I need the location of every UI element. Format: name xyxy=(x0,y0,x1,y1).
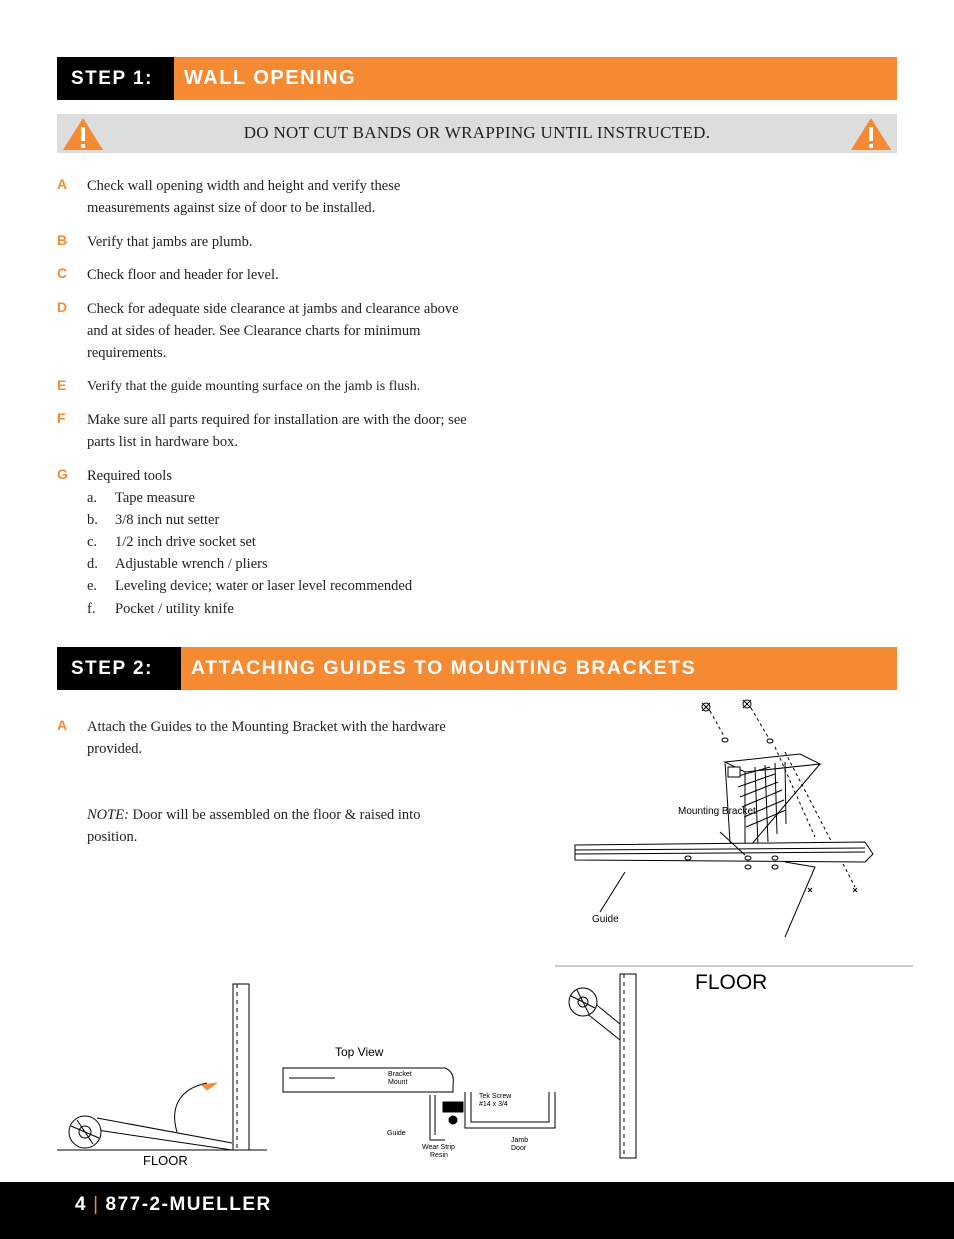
tool-letter: e. xyxy=(87,578,98,594)
footer-phone: 877-2-MUELLER xyxy=(105,1194,272,1215)
tool-text: Leveling device; water or laser level recommended xyxy=(115,578,413,594)
step1-item-b xyxy=(57,231,477,253)
page-number: 4 xyxy=(75,1194,88,1215)
item-letter: F xyxy=(57,410,66,426)
tool-item xyxy=(87,531,256,553)
footer-separator: | xyxy=(93,1194,100,1215)
guide-label: Guide xyxy=(592,914,619,925)
step2-note xyxy=(87,804,457,848)
bracket-mount-label-2: Mount xyxy=(388,1079,408,1086)
note-text: Door will be assembled on the floor & raised into position. xyxy=(87,807,421,845)
tool-letter: f. xyxy=(87,601,96,617)
step2-item-a xyxy=(57,716,457,760)
item-text: Check wall opening width and height and verify these measurements against size of door to be installed. xyxy=(87,178,401,216)
item-letter: A xyxy=(57,176,68,192)
tek-screw-label-2: #14 x 3/4 xyxy=(479,1101,508,1108)
tool-item xyxy=(87,509,219,531)
item-text: Check for adequate side clearance at jambs and clearance above and at sides of header. See Clearance charts for minimum requirements. xyxy=(87,301,459,361)
warning-right-icon xyxy=(849,116,893,152)
bracket-guide-diagram xyxy=(570,692,890,942)
screw-icon xyxy=(702,703,728,742)
tool-letter: c. xyxy=(87,534,98,550)
floor-right-label: FLOOR xyxy=(695,971,768,994)
raised-door-diagram xyxy=(555,962,915,1162)
note-label: NOTE: xyxy=(87,807,129,823)
tool-text: Tape measure xyxy=(115,490,195,506)
warning-text: DO NOT CUT BANDS OR WRAPPING UNTIL INSTRUCTED. xyxy=(243,123,711,142)
tool-item xyxy=(87,553,268,575)
item-letter: B xyxy=(57,232,68,248)
item-letter: A xyxy=(57,717,68,733)
tool-letter: d. xyxy=(87,556,98,572)
item-text: Required tools xyxy=(87,468,172,484)
step2-title: ATTACHING GUIDES TO MOUNTING BRACKETS xyxy=(181,647,897,690)
step1-header xyxy=(57,57,897,100)
warning-banner xyxy=(57,114,897,153)
top-view-label: Top View xyxy=(335,1045,384,1059)
tool-item xyxy=(87,487,195,509)
tool-item xyxy=(87,575,412,597)
item-letter: E xyxy=(57,377,67,393)
tool-text: Pocket / utility knife xyxy=(115,601,234,617)
tool-text: 1/2 inch drive socket set xyxy=(115,534,256,550)
wear-strip-label-1: Wear Strip xyxy=(422,1144,455,1151)
floor-assembly-diagram xyxy=(57,980,267,1170)
screw-icon xyxy=(743,700,773,743)
jamb-label-1: Jamb xyxy=(511,1137,529,1144)
tool-text: Adjustable wrench / pliers xyxy=(115,556,268,572)
item-text: Attach the Guides to the Mounting Bracket with the hardware provided. xyxy=(87,719,446,757)
item-text: Verify that jambs are plumb. xyxy=(87,234,253,250)
step1-item-f xyxy=(57,409,477,453)
page-footer xyxy=(0,1182,954,1239)
step1-item-g xyxy=(57,465,477,487)
step1-label: STEP 1: xyxy=(57,57,174,100)
step1-item-a xyxy=(57,175,477,219)
tool-text: 3/8 inch nut setter xyxy=(115,512,220,528)
top-view-diagram xyxy=(275,1040,585,1165)
tek-screw-label-1: Tek Screw xyxy=(479,1093,512,1100)
item-text: Make sure all parts required for installation are with the door; see parts list in hardware box. xyxy=(87,412,467,450)
tool-letter: b. xyxy=(87,512,98,528)
roller-icon xyxy=(569,988,597,1016)
item-letter: G xyxy=(57,466,68,482)
step1-item-e xyxy=(57,376,477,398)
jamb-label-2: Door xyxy=(511,1145,527,1152)
step2-header xyxy=(57,647,897,690)
tool-item xyxy=(87,598,234,620)
roller-icon xyxy=(69,1116,101,1148)
item-text: Check floor and header for level. xyxy=(87,267,279,283)
item-letter: C xyxy=(57,265,68,281)
item-letter: D xyxy=(57,299,68,315)
wear-strip-label-2: Resin xyxy=(430,1152,448,1159)
step1-item-d xyxy=(57,298,477,364)
step1-title: WALL OPENING xyxy=(174,57,897,100)
mounting-bracket-label: Mounting Bracket xyxy=(678,806,756,817)
guide-small-label: Guide xyxy=(387,1130,406,1137)
step2-label: STEP 2: xyxy=(57,647,181,690)
item-text: Verify that the guide mounting surface on the jamb is flush. xyxy=(87,379,421,394)
step1-item-c xyxy=(57,264,477,286)
tool-letter: a. xyxy=(87,490,98,506)
bracket-mount-label-1: Bracket xyxy=(388,1071,412,1078)
footer-text xyxy=(75,1194,272,1216)
floor-label: FLOOR xyxy=(143,1153,188,1168)
